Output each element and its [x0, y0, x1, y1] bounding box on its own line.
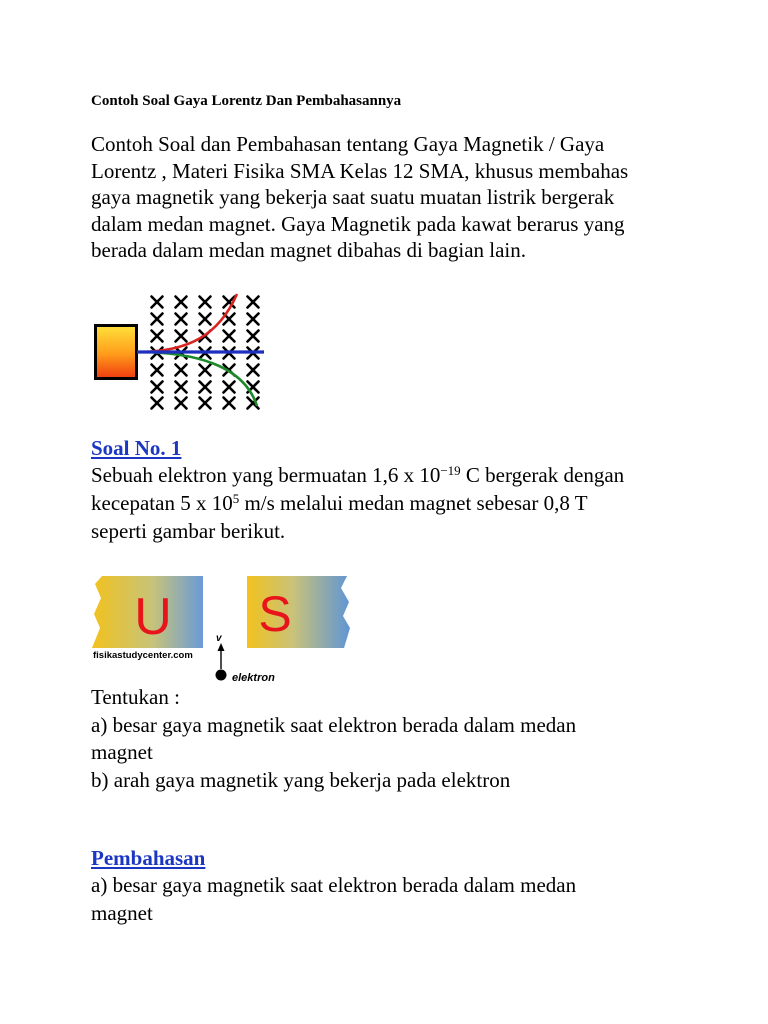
field-cross-icon [152, 398, 163, 409]
question-a-continued: magnet [91, 740, 153, 764]
field-cross-icon [176, 382, 187, 393]
field-cross-icon [176, 365, 187, 376]
soal-1-heading-link[interactable]: Soal No. 1 [91, 436, 182, 460]
field-cross-icon [248, 365, 259, 376]
intro-line: berada dalam medan magnet dibahas di bagian lain. [91, 238, 527, 262]
field-cross-icon [152, 331, 163, 342]
question-b: b) arah gaya magnetik yang bekerja pada elektron [91, 767, 511, 792]
question-a: a) besar gaya magnetik saat elektron berada dalam medan [91, 712, 577, 737]
intro-line: Lorentz , Materi Fisika SMA Kelas 12 SMA, khusus membahas [91, 158, 629, 183]
velocity-label: v [216, 633, 222, 644]
watermark-text: fisikastudycenter.com [93, 650, 193, 661]
intro-line: Contoh Soal dan Pembahasan tentang Gaya Magnetik / Gaya [91, 132, 605, 156]
field-cross-icon [248, 297, 259, 308]
electron-label: elektron [232, 672, 275, 684]
field-cross-icon [152, 365, 163, 376]
field-cross-icon [248, 314, 259, 325]
intro-paragraph [91, 131, 681, 264]
field-cross-icon [224, 331, 235, 342]
field-cross-icon [224, 398, 235, 409]
pembahasan-line: magnet [91, 900, 153, 925]
field-cross-icon [248, 331, 259, 342]
field-cross-icon [152, 382, 163, 393]
field-cross-icon [200, 297, 211, 308]
negative-particle-path [137, 352, 257, 406]
pembahasan-text [91, 872, 691, 927]
tentukan-block [91, 684, 691, 794]
field-cross-icon [176, 297, 187, 308]
electron-dot [216, 670, 227, 681]
field-cross-icon [224, 382, 235, 393]
field-cross-icon [176, 314, 187, 325]
soal-1-line: Sebuah elektron yang bermuatan 1,6 x $10^{-19}$ C bergerak dengan [91, 463, 625, 487]
field-cross-icon [176, 331, 187, 342]
particle-source-box [96, 326, 137, 379]
field-cross-icon [152, 297, 163, 308]
field-cross-icon [200, 398, 211, 409]
soal-1-line: seperti gambar berikut. [91, 519, 286, 543]
north-pole-label: U [134, 588, 172, 646]
velocity-exponent: 5 [232, 491, 240, 506]
pembahasan-heading-link[interactable]: Pembahasan [91, 846, 206, 870]
field-cross-icon [176, 398, 187, 409]
document-title: Contoh Soal Gaya Lorentz Dan Pembahasannya [91, 93, 402, 109]
field-cross-icon [200, 314, 211, 325]
field-cross-icon [200, 382, 211, 393]
velocity-arrowhead-icon [218, 643, 225, 651]
soal-1-line: kecepatan 5 x $10^5$ m/s melalui medan magnet sebesar 0,8 T [91, 491, 588, 515]
soal-1-text [91, 461, 691, 545]
field-cross-icon [152, 314, 163, 325]
intro-line: gaya magnetik yang bekerja saat suatu muatan listrik bergerak [91, 185, 615, 209]
tentukan-heading: Tentukan : [91, 685, 180, 709]
magnet-figure [91, 574, 356, 686]
south-pole-label: S [258, 586, 292, 642]
pembahasan-line: a) besar gaya magnetik saat elektron berada dalam medan [91, 873, 577, 897]
lorentz-deflection-figure [94, 290, 266, 414]
intro-line: dalam medan magnet. Gaya Magnetik pada kawat berarus yang [91, 211, 625, 236]
charge-exponent: −19 [440, 463, 461, 478]
field-cross-icon [200, 365, 211, 376]
